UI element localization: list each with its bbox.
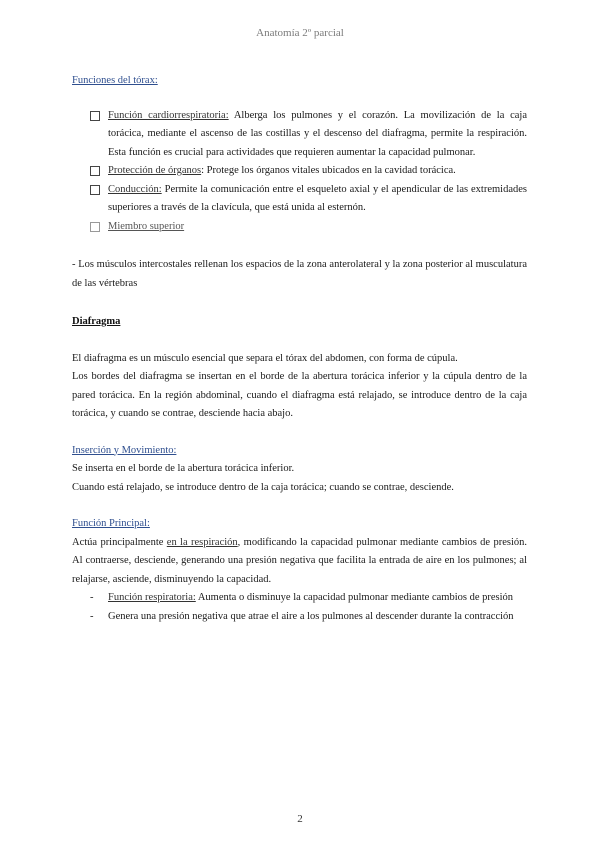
page-content (72, 72, 527, 626)
item-text: Aumenta o disminuye la capacidad pulmonar mediante cambios de presión (195, 592, 514, 603)
respiracion-link: en la respiración (166, 536, 238, 548)
item-label: Conducción: (108, 183, 162, 195)
page-number: 2 (297, 813, 303, 825)
item-text: Permite la comunicación entre el esqueleto axial y el apendicular de las extremidades superiores a través de la clavícula, que está unida al esternón. (108, 183, 527, 213)
funcion-principal-heading: Función Principal: (72, 518, 150, 529)
list-item (90, 608, 527, 627)
funciones-list (72, 107, 527, 237)
diafragma-intro: El diafragma es un músculo esencial que separa el tórax del abdomen, con forma de cúpula. (72, 352, 458, 364)
text-before: Actúa principalmente (72, 536, 167, 548)
checkbox-icon[interactable] (90, 166, 100, 176)
insercion-line-1: Se inserta en el borde de la abertura torácica inferior. (72, 463, 295, 474)
insercion-line-2: Cuando está relajado, se introduce dentro de la caja torácica; cuando se contrae, desciende. (72, 481, 454, 493)
diafragma-heading: Diafragma (72, 316, 121, 327)
item-label: Miembro superior (108, 220, 185, 232)
item-text: Alberga los pulmones y el corazón. La movilización de la caja torácica, mediante el ascenso de las costillas y el descenso del diafragma, permite la respiración. Esta función es crucial para actividades que requieren aumentar la capacidad pulmonar. (108, 109, 528, 158)
dash-bullet: - (90, 592, 94, 603)
checkbox-icon[interactable] (90, 111, 100, 121)
item-text: : Protege los órganos vitales ubicados en la cavidad torácica. (201, 165, 456, 176)
dash-bullet: - (90, 610, 94, 622)
list-item (90, 162, 527, 181)
intercostales-paragraph: - Los músculos intercostales rellenan los espacios de la zona anterolateral y la zona posterior al musculatura de las vértebras (72, 259, 527, 289)
page-header: Anatomía 2º parcial (256, 27, 344, 39)
diafragma-bordes: Los bordes del diafragma se insertan en el borde de la abertura torácica inferior y la cúpula dentro de la pared torácica. En la región abdominal, cuando el diafragma está relajado, se introduce dentro de la caja torácica, y cuando se contrae, desciende hacia abajo. (72, 371, 527, 419)
insercion-heading: Inserción y Movimiento: (72, 444, 177, 456)
funciones-heading: Funciones del tórax: (72, 75, 158, 86)
item-text: Genera una presión negativa que atrae el aire a los pulmones al descender durante la contracción (108, 610, 514, 622)
list-item (90, 218, 527, 237)
list-item (90, 107, 527, 163)
funcion-bullets (72, 589, 527, 626)
item-label: Función cardiorrespiratoria: (108, 109, 229, 121)
text-after: , modificando la capacidad pulmonar mediante cambios de presión. Al contraerse, desciende, generando una presión negativa que facilita la entrada de aire en los pulmones; al relajarse, asciende, disminuyendo la capacidad. (72, 536, 527, 585)
list-item (90, 181, 527, 218)
checkbox-icon[interactable] (90, 185, 100, 195)
funcion-principal-paragraph (72, 534, 527, 590)
item-label: Protección de órganos (108, 165, 202, 176)
item-label: Función respiratoria: (108, 592, 196, 603)
checkbox-icon[interactable] (90, 222, 100, 232)
list-item (90, 589, 527, 608)
